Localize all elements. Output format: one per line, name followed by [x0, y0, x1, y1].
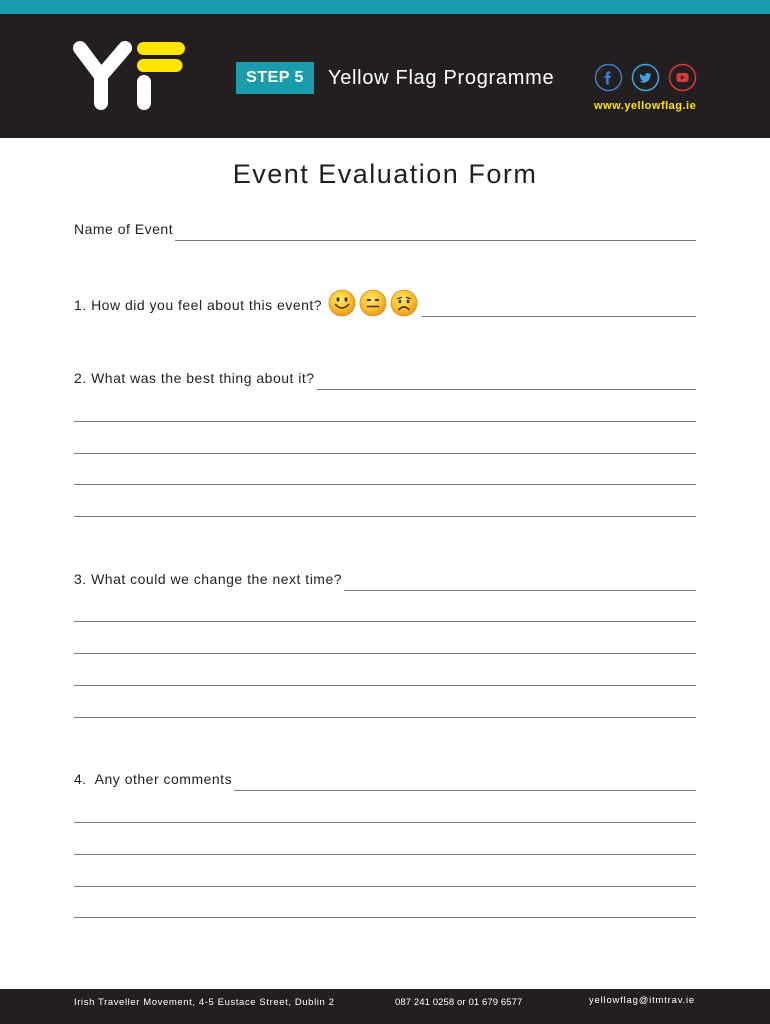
event-name-input[interactable] — [175, 218, 696, 241]
question-2-input[interactable] — [317, 367, 696, 390]
emoji-left-eye — [367, 299, 371, 301]
question-3-answer-line[interactable] — [74, 599, 696, 622]
question-2-field — [74, 367, 696, 390]
footer-email-link[interactable]: yellowflag@itmtrav.ie — [589, 995, 695, 1006]
feeling-rating-group — [328, 289, 418, 317]
emoji-left-eye — [337, 297, 340, 301]
question-1-field — [74, 289, 696, 317]
neutral-face-icon[interactable] — [359, 289, 387, 317]
emoji-face — [391, 290, 417, 316]
question-2-label: 2. What was the best thing about it? — [74, 370, 315, 386]
question-4-label: 4. Any other comments — [74, 771, 233, 787]
page-footer — [0, 989, 770, 1024]
programme-name: Yellow Flag Programme — [328, 67, 555, 89]
emoji-left-eye — [399, 300, 402, 303]
question-4-input[interactable] — [234, 768, 696, 791]
form-title: Event Evaluation Form — [232, 159, 538, 189]
website-link[interactable]: www.yellowflag.ie — [594, 100, 697, 112]
question-1-input[interactable] — [422, 294, 696, 317]
question-2-answer-line[interactable] — [74, 431, 696, 454]
facebook-icon — [594, 63, 623, 92]
sad-face-graphic — [390, 289, 418, 317]
event-name-label: Name of Event — [74, 221, 174, 237]
question-3-answer-line[interactable] — [74, 663, 696, 686]
emoji-right-eye — [407, 300, 410, 303]
happy-face-icon[interactable] — [328, 289, 356, 317]
youtube-link[interactable] — [668, 63, 697, 92]
youtube-icon — [668, 63, 697, 92]
emoji-right-eye — [375, 299, 379, 301]
twitter-icon — [631, 63, 660, 92]
top-accent-stripe — [0, 0, 770, 14]
happy-face-graphic — [328, 289, 356, 317]
event-name-field — [74, 218, 696, 241]
footer-address: Irish Traveller Movement, 4-5 Eustace Street, Dublin 2 — [74, 997, 335, 1008]
question-3-answer-line[interactable] — [74, 695, 696, 718]
question-2-answer-line[interactable] — [74, 399, 696, 422]
question-3-field — [74, 568, 696, 591]
question-4-field — [74, 768, 696, 791]
emoji-face — [360, 290, 386, 316]
question-4-answer-line[interactable] — [74, 864, 696, 887]
sad-face-icon[interactable] — [390, 289, 418, 317]
question-4-answer-line[interactable] — [74, 832, 696, 855]
emoji-face — [329, 290, 355, 316]
footer-phone: 087 241 0258 or 01 679 6577 — [395, 997, 523, 1008]
question-1-label: 1. How did you feel about this event? — [74, 297, 323, 313]
neutral-face-graphic — [359, 289, 387, 317]
facebook-link[interactable] — [594, 63, 623, 92]
question-3-label: 3. What could we change the next time? — [74, 571, 343, 587]
question-3-answer-line[interactable] — [74, 631, 696, 654]
question-2-answer-line[interactable] — [74, 462, 696, 485]
twitter-bird-shape — [640, 73, 652, 83]
question-3-input[interactable] — [344, 568, 696, 591]
twitter-icon-glyph — [640, 73, 652, 83]
question-2-answer-line[interactable] — [74, 494, 696, 517]
yellow-flag-logo — [70, 38, 190, 114]
question-4-answer-line[interactable] — [74, 895, 696, 918]
twitter-link[interactable] — [631, 63, 660, 92]
facebook-icon-glyph — [605, 72, 611, 85]
step-badge: STEP 5 — [236, 62, 314, 94]
question-4-answer-line[interactable] — [74, 800, 696, 823]
emoji-right-eye — [345, 297, 348, 301]
page-header — [0, 14, 770, 138]
